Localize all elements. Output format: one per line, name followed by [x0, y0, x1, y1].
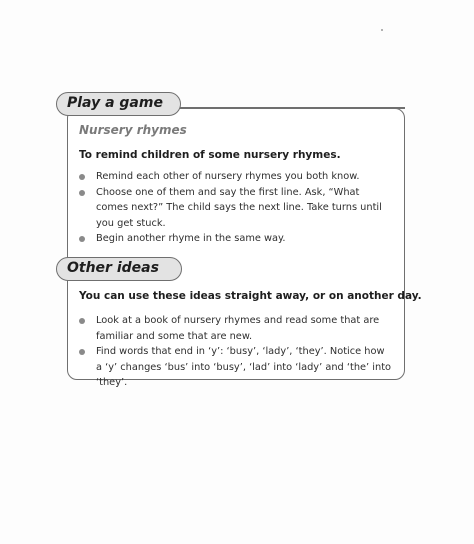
bullet-icon: [79, 174, 85, 180]
list-item: [78, 169, 393, 185]
bullet-icon: [79, 236, 85, 242]
list-item-text: Remind each other of nursery rhymes you both know.: [96, 171, 360, 182]
header-divider: [178, 107, 405, 109]
other-ideas-intro: You can use these ideas straight away, or on another day.: [79, 290, 422, 302]
play-a-game-tab: Play a game: [56, 92, 181, 116]
bullet-icon: [79, 318, 85, 324]
list-item-text: Find words that end in ‘y’: ‘busy’, ‘lady’, ‘they’. Notice how a ‘y’ changes ‘bus’ into ‘busy’, ‘lad’ into ‘lady’ and ‘the’ into ‘they’.: [96, 346, 392, 388]
list-item-text: Choose one of them and say the first line. Ask, “What comes next?” The child says the next line. Take turns until you get stuck.: [96, 186, 382, 229]
play-a-game-intro: To remind children of some nursery rhymes.: [79, 149, 341, 161]
other-ideas-tab: Other ideas: [56, 257, 182, 281]
list-item: [78, 185, 393, 232]
list-item: [78, 313, 393, 344]
other-ideas-list: [78, 313, 393, 391]
list-item-text: Look at a book of nursery rhymes and read some that are familiar and some that are new.: [96, 315, 380, 342]
list-item: [78, 231, 393, 247]
list-item-text: Begin another rhyme in the same way.: [96, 233, 286, 244]
section-subtitle: Nursery rhymes: [79, 123, 187, 137]
play-a-game-list: [78, 169, 393, 247]
list-item: [78, 344, 393, 391]
bullet-icon: [79, 349, 85, 355]
bullet-icon: [79, 190, 85, 196]
page-speck: [381, 29, 383, 31]
